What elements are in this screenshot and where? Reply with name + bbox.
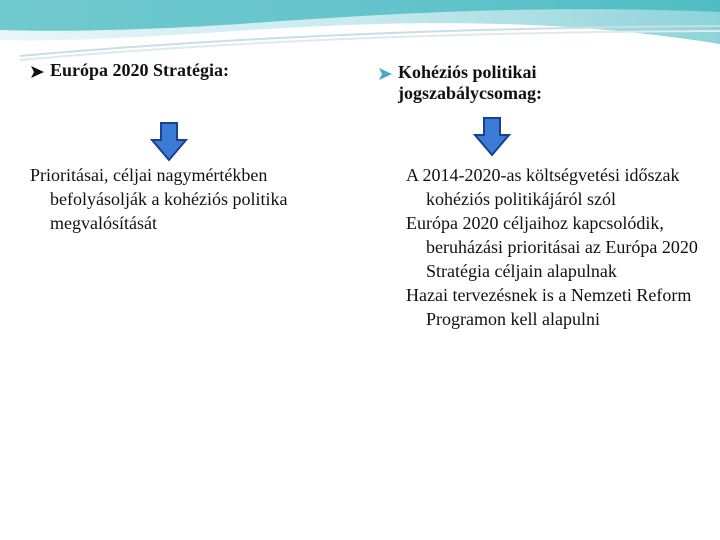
left-body: [30, 163, 295, 235]
right-body-paragraph-3: Hazai tervezésnek is a Nemzeti Reform Programon kell alapulni: [406, 285, 692, 329]
left-body-paragraph: Prioritásai, céljai nagymértékben befolyásolják a kohéziós politika megvalósítását: [30, 165, 288, 233]
arrowhead-bullet-icon: [30, 63, 46, 84]
right-heading-line1: Kohéziós politikai: [398, 62, 537, 82]
right-heading-line2: jogszabálycsomag:: [398, 83, 542, 103]
down-arrow-icon: [472, 117, 512, 157]
left-heading: [30, 60, 229, 84]
right-heading: [378, 62, 542, 104]
down-arrow-icon: [149, 122, 189, 162]
right-body-paragraph-2: Európa 2020 céljaihoz kapcsolódik, beruházási prioritásai az Európa 2020 Stratégia céljain alapulnak: [406, 213, 698, 281]
right-body-paragraph-1: A 2014-2020-as költségvetési időszak kohéziós politikájáról szól: [406, 165, 680, 209]
arrowhead-bullet-icon: [378, 65, 394, 86]
left-heading-text: Európa 2020 Stratégia:: [50, 60, 229, 80]
right-body: [406, 163, 714, 331]
